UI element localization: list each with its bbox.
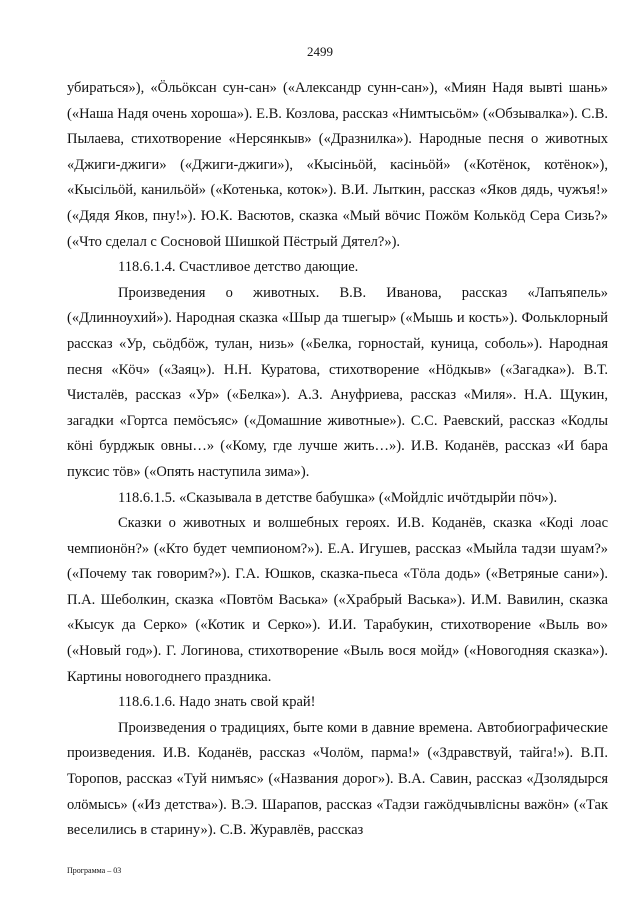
paragraph: Произведения о животных. В.В. Иванова, рассказ «Лапъяпель» («Длинноухий»). Народная сказка «Шыр да тшегыр» («Мышь и кость»). Фольклорный рассказ «Ур, сьӧдбӧж, тулан, низь» («Белка, горностай, куница, соболь»). Народная песня «Кӧч» («Заяц»). Н.Н. Куратова, стихотворение «Нӧдкыв» («Загадка»). В.Т. Чисталёв, рассказ «Ур» («Белка»). А.З. Ануфриева, рассказ «Миля». Н.А. Щукин, загадки «Гортса пемӧсъяс» («Домашние животные»). С.С. Раевский, рассказ «Кодлы кӧні бурджык овны…» («Кому, где лучше жить…»). И.В. Коданёв, рассказ «И бара пуксис тӧв» («Опять наступила зима»). <box>67 284 608 480</box>
paragraph: Произведения о традициях, быте коми в давние времена. Автобиографические произведения. И.В. Коданёв, рассказ «Чолӧм, парма!» («Здравствуй, тайга!»). В.П. Торопов, рассказ «Туй нимъяс» («Названия дорог»). В.А. Савин, рассказ «Дзолядырся олӧмысь» («Из детства»). В.Э. Шарапов, рассказ «Тадзи гажӧдчывлісны важӧн» («Так веселились в старину»). С.В. Журавлёв, рассказ <box>67 719 608 839</box>
page-footer: Программа – 03 <box>67 866 122 875</box>
body-text <box>67 76 608 844</box>
page-number: 2499 <box>307 44 333 59</box>
paragraph: убираться»), «Ӧльӧксан сун-сан» («Александр сунн-сан»), «Миян Надя вывті шань» («Наша Надя очень хороша»). Е.В. Козлова, рассказ «Нимтысьӧм» («Обзывалка»). С.В. Пылаева, стихотворение «Нерсянкыв» («Дразнилка»). Народные песня о животных «Джиги-джиги» («Джиги-джиги»), «Кысіньӧй, касіньӧй» («Котёнок, котёнок»), «Кысільӧй, канильӧй» («Котенька, коток»). В.И. Лыткин, рассказ «Яков дядь, чужъя!» («Дядя Яков, пну!»). Ю.К. Васютов, сказка «Мый вӧчис Пожӧм Колькӧд Сера Сизь?» («Что сделал с Сосновой Шишкой Пёстрый Дятел?»). <box>67 80 608 250</box>
section-heading-118-6-1-4: 118.6.1.4. Счастливое детство дающие. <box>118 259 359 276</box>
section-heading-118-6-1-6: 118.6.1.6. Надо знать свой край! <box>118 694 316 711</box>
section-heading-118-6-1-5: 118.6.1.5. «Сказывала в детстве бабушка» («Мойдліс ичӧтдырйи пӧч»). <box>118 489 558 506</box>
paragraph: Сказки о животных и волшебных героях. И.В. Коданёв, сказка «Коді лоас чемпионӧн?» («Кто будет чемпионом?»). Е.А. Игушев, рассказ «Мыйла тадзи шуам?» («Почему так говорим?»). Г.А. Юшков, сказка-пьеса «Тӧла додь» («Ветряные сани»). П.А. Шеболкин, сказка «Повтӧм Васька» («Храбрый Васька»). И.М. Вавилин, сказка «Кысук да Серко» («Котик и Серко»). И.И. Тарабукин, стихотворение «Выль во» («Новый год»). Г. Логинова, стихотворение «Выль вося мойд» («Новогодняя сказка»). Картины новогоднего праздника. <box>67 515 608 685</box>
